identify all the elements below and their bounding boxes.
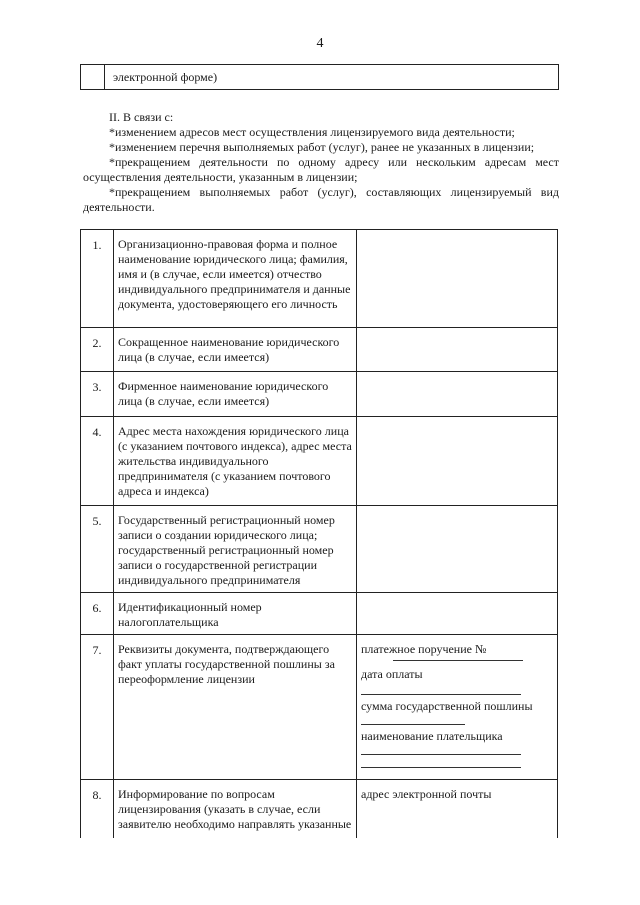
row-value-cell[interactable] (357, 328, 558, 372)
continued-table-row (80, 64, 559, 90)
row-value-cell[interactable] (357, 506, 558, 593)
payment-date-line[interactable] (361, 694, 521, 695)
payment-order-line[interactable] (393, 660, 523, 661)
row-value-cell[interactable] (357, 372, 558, 417)
table-row (81, 635, 558, 780)
table-row (81, 780, 558, 838)
intro-item: *изменением адресов мест осуществления лицензируемого вида деятельности; (109, 125, 515, 139)
intro-item: *изменением перечня выполняемых работ (услуг), ранее не указанных в лицензии; (109, 140, 535, 154)
row-number: 4. (81, 417, 114, 506)
row-number: 6. (81, 593, 114, 635)
row-number: 2. (81, 328, 114, 372)
table-row (81, 328, 558, 372)
row-label: Сокращенное наименование юридического лица (в случае, если имеется) (114, 328, 357, 372)
email-cell[interactable] (357, 780, 558, 838)
payment-order-label: платежное поручение № (361, 642, 487, 656)
row-label: Адрес места нахождения юридического лица (с указанием почтового индекса), адрес места жительства индивидуального предпринимателя (с указанием почтового адреса и индекса) (114, 417, 357, 506)
row-number: 8. (81, 780, 114, 838)
page-number: 4 (316, 36, 324, 51)
row-value-cell[interactable] (357, 230, 558, 328)
payment-date-label: дата оплаты (361, 667, 423, 681)
table-row (81, 230, 558, 328)
application-table (80, 229, 558, 838)
row-number: 1. (81, 230, 114, 328)
table-row (81, 593, 558, 635)
empty-number-cell (81, 65, 105, 89)
payer-name-line[interactable] (361, 754, 521, 755)
payment-details-cell (357, 635, 558, 780)
row-number: 5. (81, 506, 114, 593)
row-label: Реквизиты документа, подтверждающего факт уплаты государственной пошлины за переоформление лицензии (114, 635, 357, 780)
email-label: адрес электронной почты (361, 787, 492, 801)
row-value-cell[interactable] (357, 593, 558, 635)
row-label: Государственный регистрационный номер записи о создании юридического лица; государственный регистрационный номер записи о государственной регистрации индивидуального предпринимателя (114, 506, 357, 593)
table-row (81, 506, 558, 593)
row-label: Идентификационный номер налогоплательщика (114, 593, 357, 635)
row-number: 7. (81, 635, 114, 780)
intro-item: *прекращением выполняемых работ (услуг), составляющих лицензируемый вид деятельности. (83, 185, 559, 214)
continued-row-text: электронной форме) (113, 70, 218, 84)
row-label: Фирменное наименование юридического лица (в случае, если имеется) (114, 372, 357, 417)
intro-item: *прекращением деятельности по одному адресу или нескольким адресам мест осуществления деятельности, указанным в лицензии; (83, 155, 559, 184)
table-row (81, 372, 558, 417)
fee-amount-label: сумма государственной пошлины (361, 699, 533, 713)
payer-name-label: наименование плательщика (361, 729, 503, 743)
table-row (81, 417, 558, 506)
row-number: 3. (81, 372, 114, 417)
payer-name-line-2[interactable] (361, 767, 521, 768)
row-label: Организационно-правовая форма и полное наименование юридического лица; фамилия, имя и (в случае, если имеется) отчество индивидуального предпринимателя и данные документа, удостоверяющего его личность (114, 230, 357, 328)
section-heading: II. В связи с: (109, 110, 174, 124)
row-label: Информирование по вопросам лицензирования (указать в случае, если заявителю необходимо направлять указанные (114, 780, 357, 838)
row-value-cell[interactable] (357, 417, 558, 506)
intro-section (83, 110, 559, 215)
fee-amount-line[interactable] (361, 724, 465, 725)
